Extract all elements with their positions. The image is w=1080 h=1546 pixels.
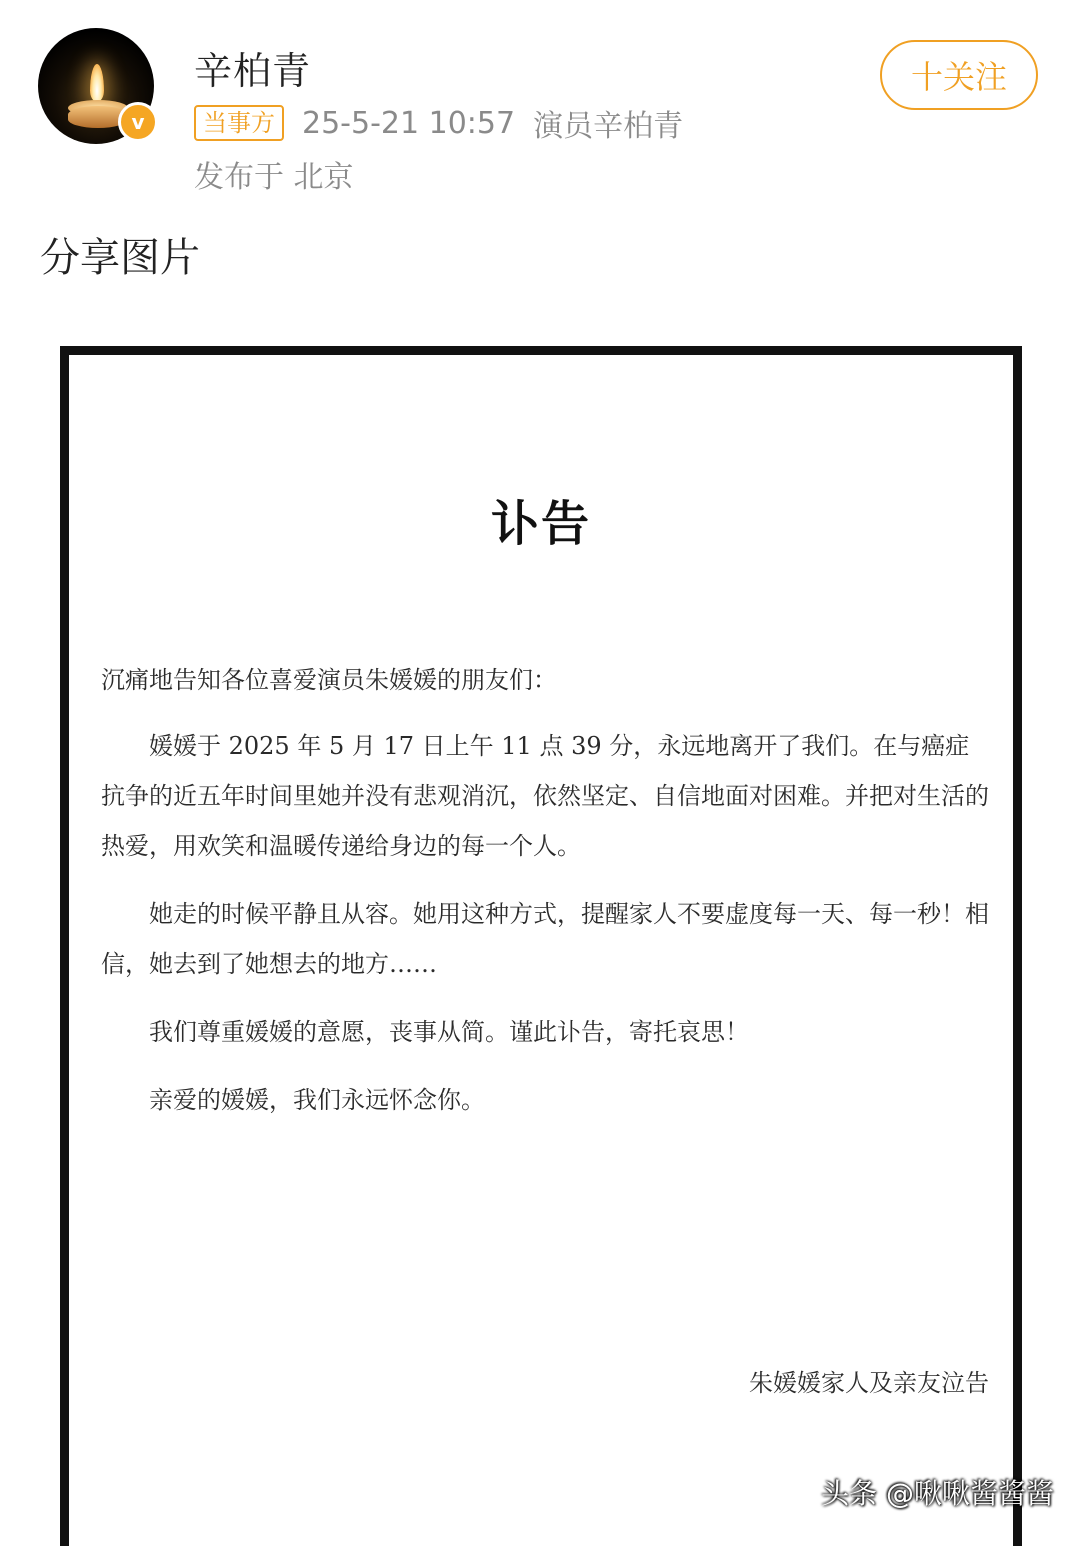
- notice-paragraph: 我们尊重媛媛的意愿，丧事从简。谨此讣告，寄托哀思！: [149, 1018, 749, 1046]
- party-tag-badge: 当事方: [194, 105, 284, 141]
- notice-image[interactable]: [0, 320, 1080, 1534]
- notice-salutation: 沉痛地告知各位喜爱演员朱媛媛的朋友们：: [101, 666, 557, 694]
- post-meta: [194, 104, 683, 142]
- notice-title: 讣告: [490, 496, 591, 552]
- notice-signature: 朱媛媛家人及亲友泣告: [749, 1369, 989, 1397]
- post-text: 分享图片: [40, 235, 200, 281]
- notice-paragraph: 她走的时候平静且从容。她用这种方式，提醒家人不要虚度每一天、每一秒！相信，她去到了她想去的地方……: [101, 900, 989, 978]
- notice-frame: [60, 346, 1022, 1546]
- username[interactable]: 辛柏青: [194, 49, 312, 93]
- notice-paragraph: 媛媛于 2025 年 5 月 17 日上午 11 点 39 分，永远地离开了我们。在与癌症抗争的近五年时间里她并没有悲观消沉，依然坚定、自信地面对困难。并把对生活的热爱，用欢笑和温暖传递给身边的每一个人。: [101, 732, 989, 860]
- post-location: 发布于 北京: [194, 160, 354, 195]
- notice-body: [101, 655, 991, 1143]
- avatar[interactable]: [38, 28, 154, 144]
- follow-button[interactable]: 十关注: [880, 40, 1038, 110]
- post-source: 演员辛柏青: [533, 109, 684, 144]
- watermark: 头条 @啾啾酱酱酱: [821, 1477, 1054, 1510]
- post-timestamp: 25-5-21 10:57: [302, 105, 516, 141]
- candle-flame-icon: [90, 64, 104, 102]
- verified-badge-icon: v: [118, 102, 158, 142]
- notice-paragraph: 亲爱的媛媛，我们永远怀念你。: [149, 1086, 485, 1114]
